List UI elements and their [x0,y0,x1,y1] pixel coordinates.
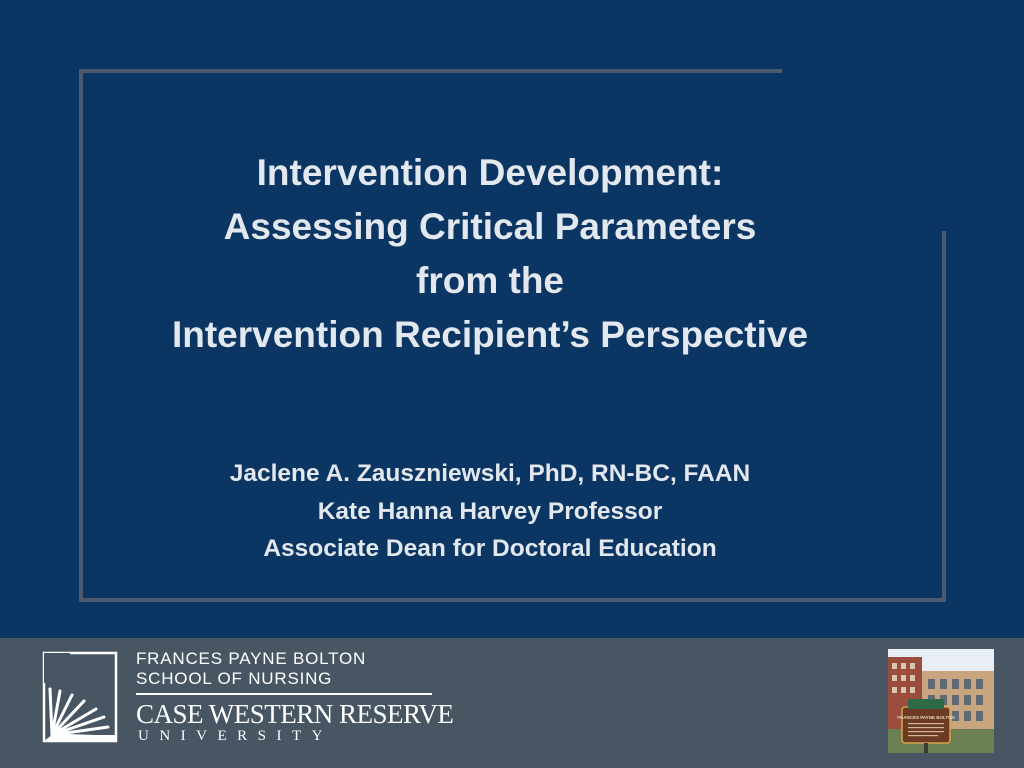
author-block [90,455,890,568]
title-line: Intervention Development: [256,152,724,193]
title-line: Assessing Critical Parameters [223,206,757,247]
university-subtitle: UNIVERSITY [138,728,333,744]
frame-top-line [79,69,782,73]
campus-building-photo [888,649,994,753]
author-role: Associate Dean for Doctoral Education [263,535,717,562]
frame-right-line [942,231,946,602]
title-line: from the [416,260,564,301]
school-name [136,649,366,689]
logo-divider [136,693,432,695]
photo-sign-text: FRANCES PAYNE BOLTON [897,715,955,720]
frame-bottom-line [79,598,946,602]
author-position: Kate Hanna Harvey Professor [317,497,663,525]
university-name: CASE WESTERN RESERVE [136,699,454,729]
school-name-line1: FRANCES PAYNE BOLTON [136,649,367,668]
author-name: Jaclene A. Zauszniewski, PhD, RN-BC, FAAN [229,460,751,487]
frame-left-line [79,69,83,602]
school-name-line2: SCHOOL OF NURSING [136,669,333,688]
sunburst-logo-icon [42,651,118,743]
title-line: Intervention Recipient’s Perspective [171,314,809,355]
slide-title [90,146,890,362]
